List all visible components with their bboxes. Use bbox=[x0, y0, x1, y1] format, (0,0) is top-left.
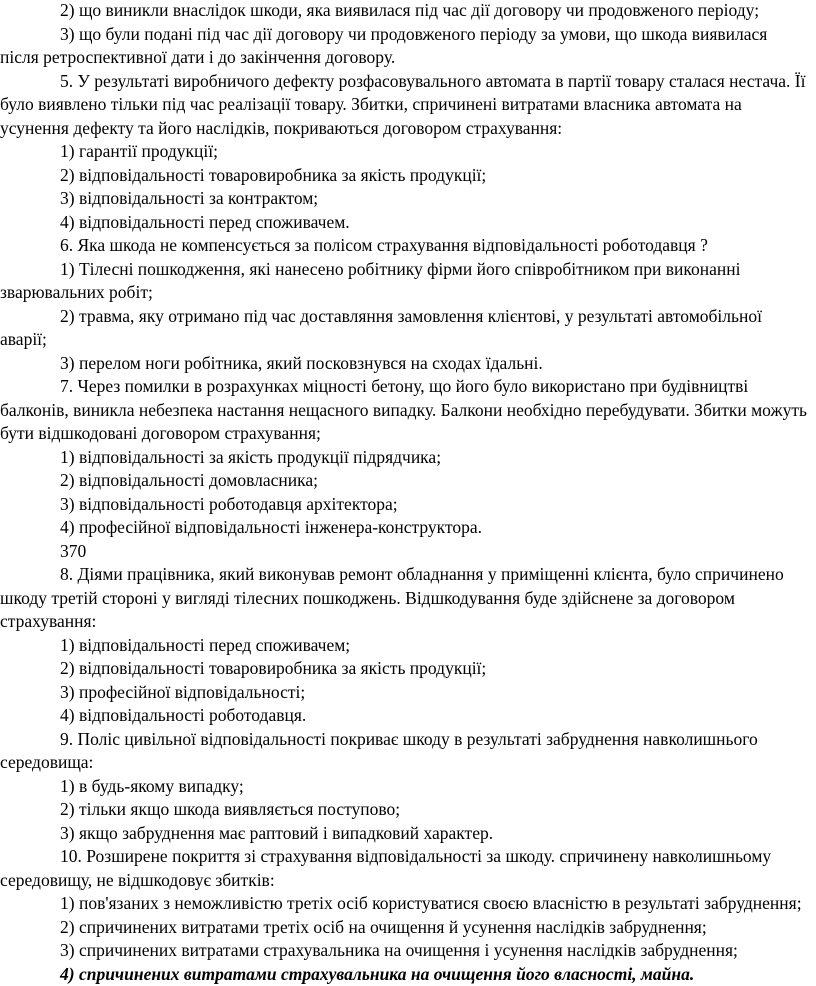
paragraph: 1) в будь-якому випадку; bbox=[0, 775, 810, 799]
paragraph: 2) відповідальності домовласника; bbox=[0, 469, 810, 493]
paragraph: 1) відповідальності за якість продукції підрядчика; bbox=[0, 446, 810, 470]
paragraph: 1) гарантії продукції; bbox=[0, 140, 810, 164]
paragraph: 4) відповідальності перед споживачем. bbox=[0, 211, 810, 235]
paragraph: 4) професійної відповідальності інженера-конструктора. bbox=[0, 516, 810, 540]
paragraph: 2) що виникли внаслідок шкоди, яка виявилася під час дії договору чи продовженого періоду; bbox=[0, 0, 810, 23]
paragraph: 2) відповідальності товаровиробника за якість продукції; bbox=[0, 164, 810, 188]
paragraph: 3) відповідальності за контрактом; bbox=[0, 187, 810, 211]
paragraph: 2) травма, яку отримано під час доставляння замовлення клієнтові, у результаті автомобільної аварії; bbox=[0, 305, 810, 352]
paragraph: 1) відповідальності перед споживачем; bbox=[0, 634, 810, 658]
paragraph: 1) Тілесні пошкодження, які нанесено робітнику фірми його співробітником при виконанні зварювальних робіт; bbox=[0, 258, 810, 305]
paragraph: 2) спричинених витратами третіх осіб на очищення й усунення наслідків забруднення; bbox=[0, 916, 810, 940]
paragraph: 2) відповідальності товаровиробника за якість продукції; bbox=[0, 657, 810, 681]
paragraph: 4) спричинених витратами страхувальника на очищення його власності, майна. bbox=[0, 963, 810, 986]
paragraph: 4) відповідальності роботодавця. bbox=[0, 704, 810, 728]
paragraph: 3) що були подані під час дії договору чи продовженого періоду за умови, що шкода виявилася після ретроспективної дати і до закінчення договору. bbox=[0, 23, 810, 70]
paragraph: 2) тільки якщо шкода виявляється поступово; bbox=[0, 798, 810, 822]
paragraph: 10. Розширене покриття зі страхування відповідальності за шкоду. спричинену навколишньому середовищу, не відшкодовує збитків: bbox=[0, 845, 810, 892]
paragraph: 9. Поліс цивільної відповідальності покриває шкоду в результаті забруднення навколишнього середовища: bbox=[0, 728, 810, 775]
paragraph: 3) відповідальності роботодавця архітектора; bbox=[0, 493, 810, 517]
paragraph: 7. Через помилки в розрахунках міцності бетону, що його було використано при будівництві балконів, виникла небезпека настання нещасного випадку. Балкони необхідно перебудувати. Збитки можуть бути відшкодовані договором страхування; bbox=[0, 375, 810, 446]
paragraph: 1) пов'язаних з неможливістю третіх осіб користуватися своєю власністю в результаті забруднення; bbox=[0, 892, 810, 916]
paragraph: 8. Діями працівника, який виконував ремонт обладнання у приміщенні клієнта, було спричинено шкоду третій стороні у вигляді тілесних пошкоджень. Відшкодування буде здійснене за договором страхування: bbox=[0, 563, 810, 634]
paragraph: 370 bbox=[0, 540, 810, 564]
paragraph: 3) перелом ноги робітника, який посковзнувся на сходах їдальні. bbox=[0, 352, 810, 376]
paragraph: 5. У результаті виробничого дефекту розфасовувального автомата в партії товару сталася нестача. Її було виявлено тільки під час реалізації товару. Збитки, спричинені витратами власника автомата на усунення дефекту та його наслідків, покриваються договором страхування: bbox=[0, 70, 810, 141]
paragraph: 3) спричинених витратами страхувальника на очищення і усунення наслідків забруднення; bbox=[0, 939, 810, 963]
paragraph: 3) професійної відповідальності; bbox=[0, 681, 810, 705]
paragraph: 6. Яка шкода не компенсується за полісом страхування відповідальності роботодавця ? bbox=[0, 234, 810, 258]
paragraph: 3) якщо забруднення має раптовий і випадковий характер. bbox=[0, 822, 810, 846]
